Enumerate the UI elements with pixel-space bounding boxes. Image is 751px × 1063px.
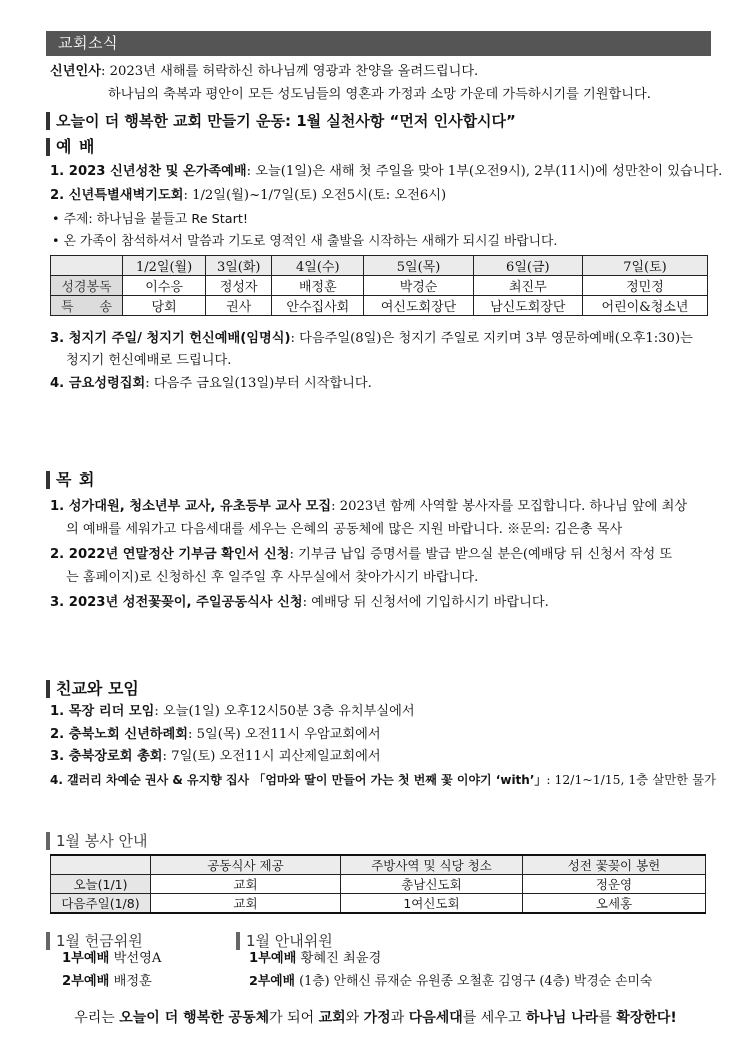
pastoral-item-2 [50, 546, 672, 564]
fellowship-item-4-label: 4. 갤러리 차예순 권사 & 유지향 집사 「엄마와 딸이 만들어 가는 첫 번째 꽃 이야기 ‘with’」 [50, 773, 547, 787]
table-cell: 배정훈 [272, 276, 364, 296]
pastoral-item-3-label: 3. 2023년 성전꽃꽂이, 주일공동식사 신청 [50, 595, 303, 610]
fellowship-heading: 친교와 모임 [46, 679, 139, 699]
worship-item-2 [50, 187, 446, 205]
table-cell: 남신도회장단 [473, 296, 582, 316]
pastoral-item-3-text: : 예배당 뒤 신청서에 기입하시기 바랍니다. [302, 595, 549, 610]
footer-bold: 가정 [363, 1010, 391, 1026]
footer-text: 가 되어 [269, 1010, 319, 1026]
worship-item-3-text: : 다음주일(8일)은 청지기 주일로 지키며 3부 영문하예배(오후1:30)는 [290, 331, 693, 346]
footer-bold: 교회 [318, 1010, 346, 1026]
table-cell: 특 송 [51, 296, 123, 316]
fellowship-item-1-label: 1. 목장 리더 모임 [50, 704, 155, 719]
pastoral-item-1-text: : 2023년 함께 사역할 봉사자를 모집합니다. 하나님 앞에 최상 [331, 499, 688, 514]
campaign-heading: 오늘이 더 행복한 교회 만들기 운동: 1월 실천사항 “먼저 인사합시다” [46, 111, 516, 131]
table-cell: 여신도회장단 [364, 296, 473, 316]
worship-item-4-text: : 다음주 금요일(13일)부터 시작합니다. [145, 376, 372, 391]
fellowship-item-3-text: : 7일(토) 오전11시 괴산제일교회에서 [162, 749, 381, 764]
worship-item-3 [50, 330, 693, 348]
fellowship-item-3 [50, 748, 381, 766]
pastoral-item-3 [50, 594, 549, 612]
footer-motto [0, 1007, 751, 1027]
offering-heading: 1월 헌금위원 [46, 931, 143, 951]
usher-heading: 1월 안내위원 [236, 931, 333, 951]
usher-line-1 [249, 950, 381, 968]
table-cell: 어린이&청소년 [582, 296, 707, 316]
greeting-text: : 2023년 새해를 허락하신 하나님께 영광과 찬양을 올려드립니다. [100, 64, 479, 79]
table-cell [51, 256, 123, 276]
service-heading: 1월 봉사 안내 [46, 831, 148, 851]
table-header-row [51, 256, 708, 276]
fellowship-item-1-text: : 오늘(1일) 오후12시50분 3층 유치부실에서 [154, 704, 415, 719]
footer-bold: 확장한다! [616, 1010, 677, 1026]
dawn-prayer-schedule-table [50, 255, 708, 316]
table-cell: 3일(화) [206, 256, 272, 276]
table-row [51, 875, 706, 894]
pastoral-item-1 [50, 498, 687, 516]
usher-line-1-text: 황혜진 최윤경 [300, 951, 382, 966]
fellowship-item-4 [50, 771, 716, 789]
worship-item-1 [50, 163, 722, 181]
table-cell: 박경순 [364, 276, 473, 296]
footer-bold: 다음세대 [408, 1010, 463, 1026]
greeting-line-1 [50, 63, 478, 81]
table-cell: 안수집사회 [272, 296, 364, 316]
pastoral-item-1-cont: 의 예배를 세워가고 다음세대를 세우는 은혜의 공동체에 많은 지원 바랍니다. ※문의: 김은총 목사 [66, 522, 623, 537]
footer-text: 와 [345, 1010, 364, 1026]
worship-item-2-label: 2. 신년특별새벽기도회 [50, 188, 184, 203]
table-cell: 성경봉독 [51, 276, 123, 296]
service-table [50, 854, 706, 914]
worship-heading: 예 배 [46, 137, 95, 157]
offering-line-2 [62, 973, 152, 991]
fellowship-item-4-text: : 12/1~1/15, 1층 살만한 물가 [546, 772, 717, 787]
table-cell: 권사 [206, 296, 272, 316]
offering-line-1-label: 1부예배 [62, 951, 110, 966]
table-cell: 정성자 [206, 276, 272, 296]
table-cell: 다음주일(1/8) [51, 894, 151, 914]
worship-item-2-text: : 1/2일(월)~1/7일(토) 오전5시(토: 오전6시) [183, 188, 447, 203]
table-cell: 주방사역 및 식당 청소 [341, 855, 523, 875]
pastoral-heading: 목 회 [46, 470, 95, 490]
table-cell: 1/2일(월) [123, 256, 206, 276]
table-cell: 오늘(1/1) [51, 875, 151, 894]
usher-line-2-text: (1층) 안해신 류재순 유원종 오철훈 김영구 (4층) 박경순 손미숙 [299, 974, 653, 989]
offering-line-2-text: 배정훈 [113, 974, 152, 989]
table-row [51, 296, 708, 316]
section-banner: 교회소식 [46, 31, 711, 56]
usher-line-2-label: 2부예배 [249, 974, 295, 989]
table-cell: 정민정 [582, 276, 707, 296]
worship-item-1-text: : 오늘(1일)은 새해 첫 주일을 맞아 1부(오전9시), 2부(11시)에 성만찬이 있습니다. [246, 164, 723, 179]
greeting-label: 신년인사 [50, 64, 101, 79]
footer-text: 과 [390, 1010, 409, 1026]
fellowship-item-1 [50, 703, 415, 721]
worship-bullet-1: • 주제: 하나님을 붙들고 Re Start! [52, 212, 249, 227]
table-cell: 7일(토) [582, 256, 707, 276]
footer-text: 를 세우고 [462, 1010, 526, 1026]
pastoral-item-2-label: 2. 2022년 연말정산 기부금 확인서 신청 [50, 547, 290, 562]
footer-text: 우리는 [74, 1010, 120, 1026]
table-row [51, 276, 708, 296]
worship-bullet-2: • 온 가족이 참석하셔서 말씀과 기도로 영적인 새 출발을 시작하는 새해가 되시길 바랍니다. [52, 234, 558, 249]
table-cell: 정운영 [523, 875, 706, 894]
table-cell: 당회 [123, 296, 206, 316]
pastoral-item-2-cont: 는 홈페이지)로 신청하신 후 일주일 후 사무실에서 찾아가시기 바랍니다. [66, 570, 479, 585]
fellowship-item-3-label: 3. 충북장로회 총회 [50, 749, 163, 764]
footer-bold: 하나님 나라 [525, 1010, 599, 1026]
pastoral-item-2-text: : 기부금 납입 증명서를 발급 받으실 분은(예배당 뒤 신청서 작성 또 [289, 547, 673, 562]
table-cell: 총남신도회 [341, 875, 523, 894]
table-cell: 4일(수) [272, 256, 364, 276]
usher-line-2 [249, 973, 652, 991]
footer-bold: 오늘이 더 행복한 공동체 [119, 1010, 270, 1026]
worship-item-3-label: 3. 청지기 주일/ 청지기 헌신예배(임명식) [50, 331, 291, 346]
worship-item-4 [50, 375, 372, 393]
table-cell: 교회 [151, 894, 341, 914]
fellowship-item-2-text: : 5일(목) 오전11시 우암교회에서 [188, 727, 381, 742]
table-cell: 공동식사 제공 [151, 855, 341, 875]
footer-text: 를 [598, 1010, 617, 1026]
worship-item-3-cont: 청지기 헌신예배로 드립니다. [66, 353, 232, 368]
offering-line-1 [62, 950, 161, 968]
table-cell: 6일(금) [473, 256, 582, 276]
greeting-line-2: 하나님의 축복과 평안이 모든 성도님들의 영혼과 가정과 소망 가운데 가득하시기를 기원합니다. [108, 87, 651, 102]
fellowship-item-2 [50, 726, 381, 744]
table-cell: 이수응 [123, 276, 206, 296]
table-cell [51, 855, 151, 875]
worship-item-4-label: 4. 금요성령집회 [50, 376, 146, 391]
usher-line-1-label: 1부예배 [249, 951, 297, 966]
table-cell: 1여신도회 [341, 894, 523, 914]
table-cell: 최진무 [473, 276, 582, 296]
table-cell: 교회 [151, 875, 341, 894]
table-header-row [51, 855, 706, 875]
offering-line-1-text: 박선영A [113, 951, 162, 966]
table-cell: 성전 꽃꽂이 봉헌 [523, 855, 706, 875]
table-cell: 5일(목) [364, 256, 473, 276]
fellowship-item-2-label: 2. 충북노회 신년하례회 [50, 727, 189, 742]
pastoral-item-1-label: 1. 성가대원, 청소년부 교사, 유초등부 교사 모집 [50, 499, 332, 514]
table-cell: 오세홍 [523, 894, 706, 914]
offering-line-2-label: 2부예배 [62, 974, 110, 989]
table-row [51, 894, 706, 914]
worship-item-1-label: 1. 2023 신년성찬 및 온가족예배 [50, 164, 247, 179]
